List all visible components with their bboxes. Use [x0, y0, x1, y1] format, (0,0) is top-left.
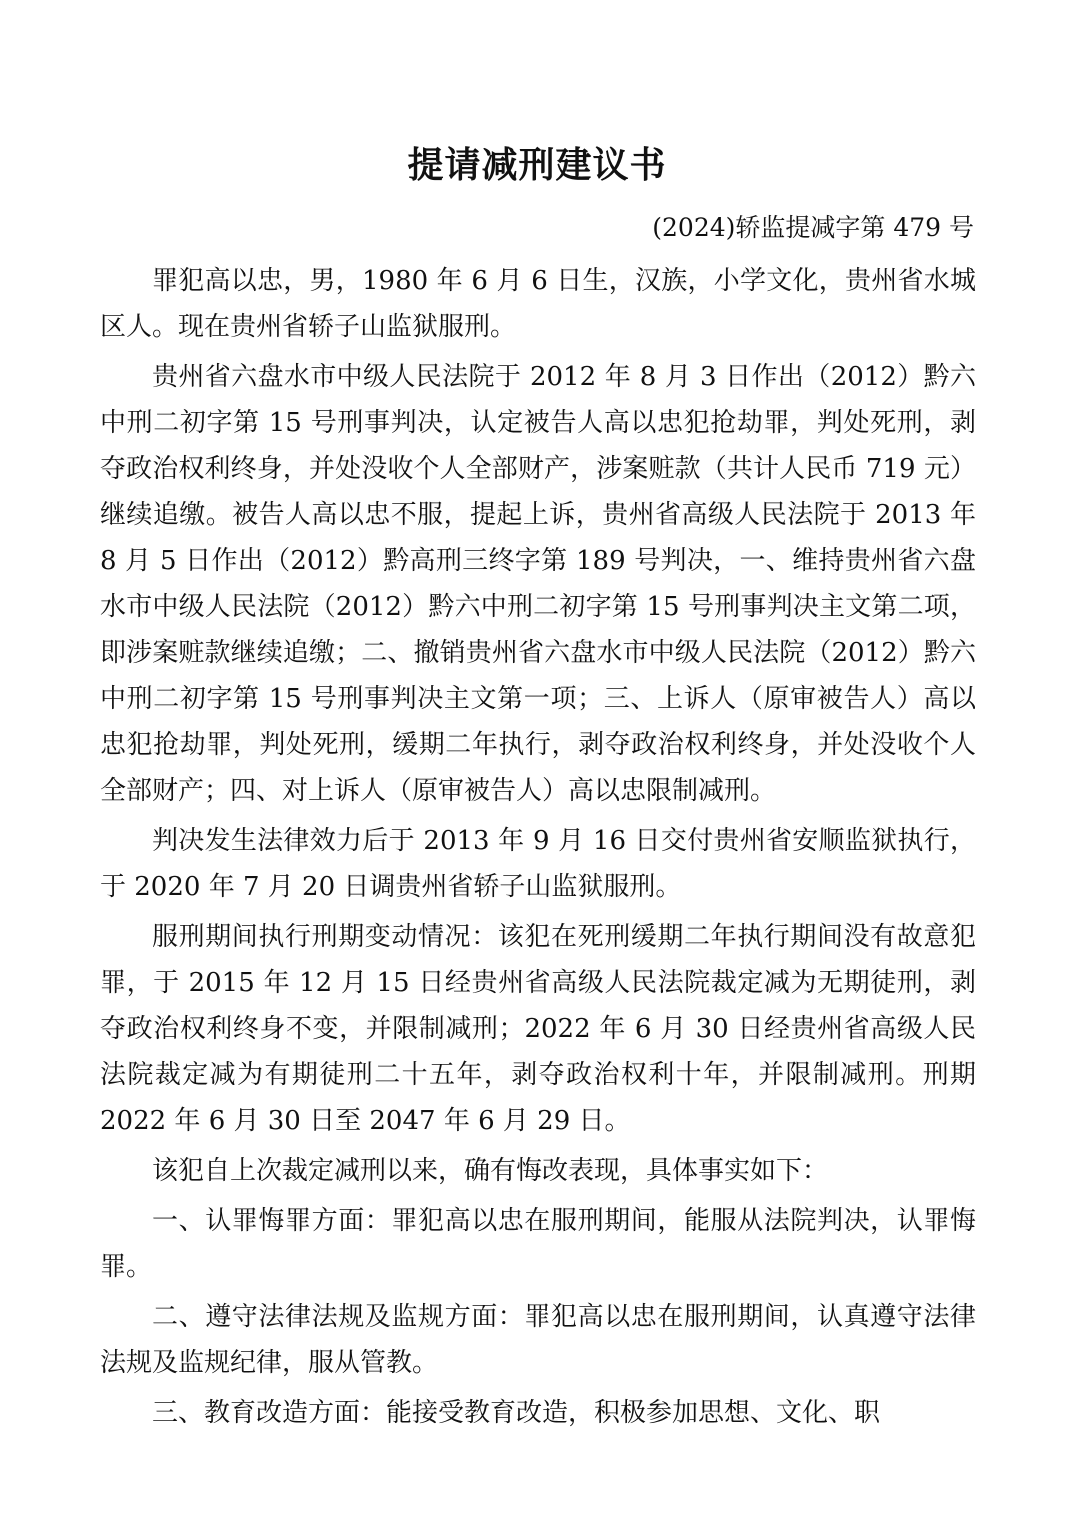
document-body — [100, 258, 976, 1440]
paragraph: 三、教育改造方面：能接受教育改造，积极参加思想、文化、职 — [152, 1398, 881, 1428]
paragraph: 该犯自上次裁定减刑以来，确有悔改表现，具体事实如下： — [152, 1156, 829, 1186]
paragraph: 二、遵守法律法规及监规方面：罪犯高以忠在服刑期间，认真遵守法律法规及监规纪律，服从管教。 — [100, 1302, 976, 1378]
paragraph: 服刑期间执行刑期变动情况：该犯在死刑缓期二年执行期间没有故意犯罪，于 2015 年 12 月 15 日经贵州省高级人民法院裁定减为无期徒刑，剥夺政治权利终身不变，并限制减刑；2022 年 6 月 30 日经贵州省高级人民法院裁定减为有期徒刑二十五年，剥夺政治权利十年，并限制减刑。刑期 2022 年 6 月 30 日至 2047 年 6 月 29 日。 — [100, 922, 976, 1136]
paragraph: 贵州省六盘水市中级人民法院于 2012 年 8 月 3 日作出（2012）黔六中刑二初字第 15 号刑事判决，认定被告人高以忠犯抢劫罪，判处死刑，剥夺政治权利终身，并处没收个人全部财产，涉案赃款（共计人民币 719 元）继续追缴。被告人高以忠不服，提起上诉，贵州省高级人民法院于 2013 年 8 月 5 日作出（2012）黔高刑三终字第 189 号判决，一、维持贵州省六盘水市中级人民法院（2012）黔六中刑二初字第 15 号刑事判决主文第二项，即涉案赃款继续追缴；二、撤销贵州省六盘水市中级人民法院（2012）黔六中刑二初字第 15 号刑事判决主文第一项；三、上诉人（原审被告人）高以忠犯抢劫罪，判处死刑，缓期二年执行，剥夺政治权利终身，并处没收个人全部财产；四、对上诉人（原审被告人）高以忠限制减刑。 — [100, 362, 976, 806]
document-title: 提请减刑建议书 — [407, 145, 667, 186]
paragraph: 一、认罪悔罪方面：罪犯高以忠在服刑期间，能服从法院判决，认罪悔罪。 — [100, 1206, 976, 1282]
document-number: (2024)轿监提减字第 479 号 — [652, 213, 974, 242]
paragraph: 判决发生法律效力后于 2013 年 9 月 16 日交付贵州省安顺监狱执行，于 2020 年 7 月 20 日调贵州省轿子山监狱服刑。 — [100, 826, 976, 902]
paragraph: 罪犯高以忠，男，1980 年 6 月 6 日生，汉族，小学文化，贵州省水城区人。现在贵州省轿子山监狱服刑。 — [100, 266, 976, 342]
